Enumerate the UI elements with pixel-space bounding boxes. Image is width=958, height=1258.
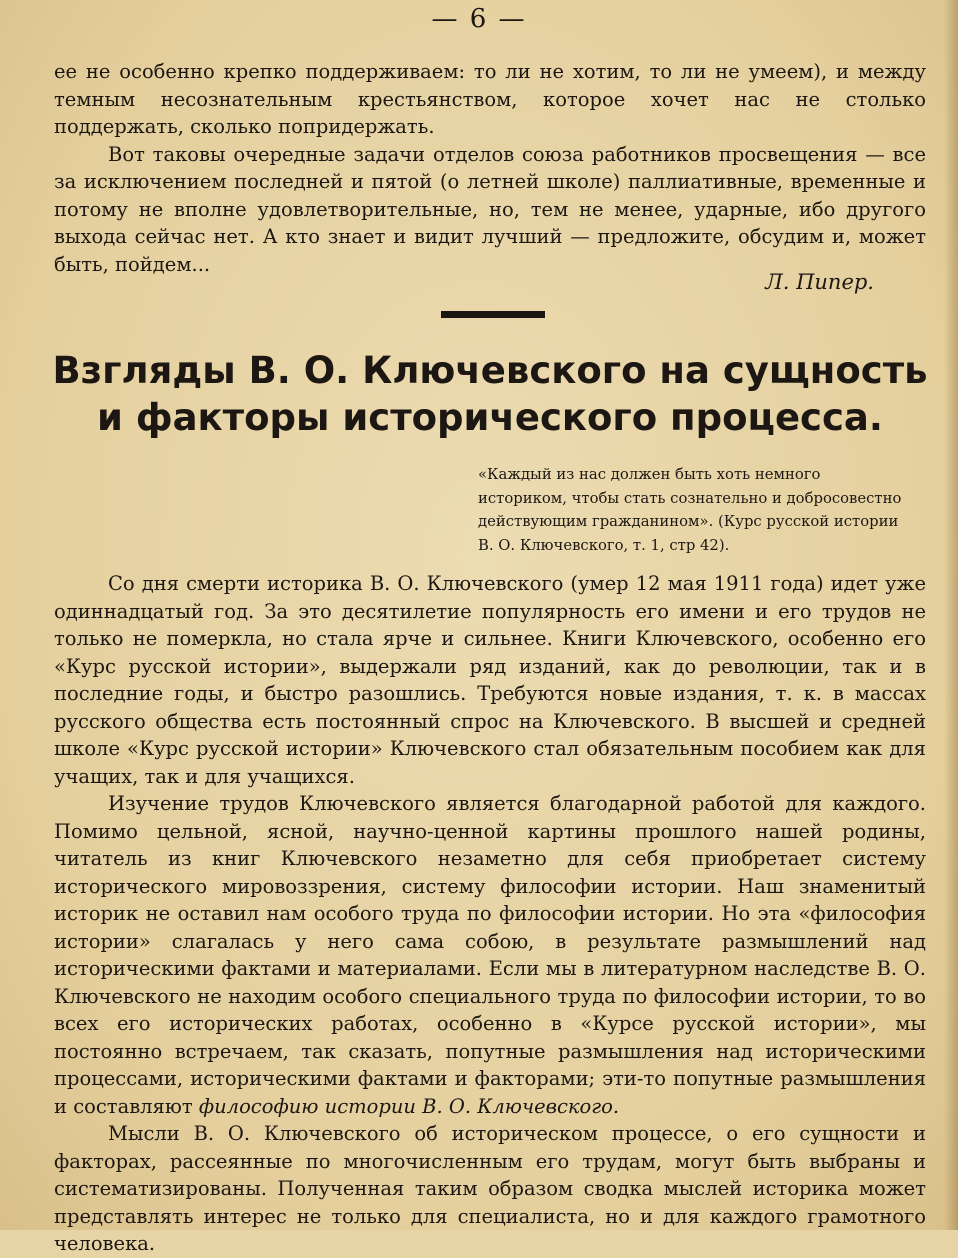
- article-paragraph-2-text: Изучение трудов Ключевского является благодарной работой для каждого. Помимо цельной, ясной, научно-ценной картины прошлого нашей родины, читатель из книг Ключевского незаметно для себя приобретает систему исторического мировоззрения, систему философии истории. Наш знаменитый историк не оставил нам особого труда по философии истории. Но эта «философия истории» слагалась у него сама собою, в результате размышлений над историческими фактами и материалами. Если мы в литературном наследстве В. О. Ключевского не находим особого специального труда по философии истории, то во всех его исторических работах, особенно в «Курсе русской истории», мы постоянно встречаем, так сказать, попутные размышления над историческими процессами, историческими фактами и факторами; эти-то попутные размышления и составляют: [54, 792, 926, 1118]
- previous-article-paragraph-2: Вот таковы очередные задачи отделов союза работников просвещения — все за исключением последней и пятой (о летней школе) паллиативные, временные и потому не вполне удовлетворительные, но, тем не менее, ударные, ибо другого выхода сейчас нет. А кто знает и видит лучший — предложите, обсудим и, может быть, пойдем...: [54, 142, 926, 276]
- page-edge-shadow: [944, 0, 958, 1230]
- article-paragraph-2: [54, 790, 926, 1120]
- article-paragraph-2-emphasis: философию истории В. О. Ключевского.: [198, 1094, 620, 1118]
- epigraph-line-4: В. О. Ключевского, т. 1, стр 42).: [478, 536, 730, 554]
- page-number: — 6 —: [431, 4, 527, 34]
- author-signature: Л. Пипер.: [765, 270, 874, 294]
- previous-article-paragraph-1: ее не особенно крепко поддерживаем: то ли не хотим, то ли не умеем), и между темным несознательным крестьянством, которое хочет нас не столько поддержать, сколько попридержать.: [54, 60, 926, 138]
- article-title-line-2: и факторы исторического процесса.: [97, 396, 883, 439]
- epigraph-line-1: «Каждый из нас должен быть хоть немного: [478, 466, 821, 483]
- article-body: [54, 570, 926, 1258]
- epigraph: [478, 463, 926, 557]
- article-title-line-1: Взгляды В. О. Ключевского на сущность: [52, 349, 928, 392]
- article-title: [40, 347, 940, 441]
- article-paragraph-3: Мысли В. О. Ключевского об историческом процессе, о его сущности и факторах, рассеянные по многочисленным его трудам, могут быть выбраны и систематизированы. Полученная таким образом сводка мыслей историка может представлять интерес не только для специалиста, но и для каждого грамотного человека.: [54, 1122, 926, 1255]
- section-divider: [441, 311, 545, 318]
- epigraph-line-2: историком, чтобы стать сознательно и добросовестно: [478, 489, 902, 507]
- previous-article-text: [54, 58, 926, 278]
- article-paragraph-1: Со дня смерти историка В. О. Ключевского (умер 12 мая 1911 года) идет уже одиннадцатый год. За это десятилетие популярность его имени и его трудов не только не померкла, но стала ярче и сильнее. Книги Ключевского, особенно его «Курс русской истории», выдержали ряд изданий, как до революции, так и в последние годы, и быстро разошлись. Требуются новые издания, т. к. в массах русского общества есть постоянный спрос на Ключевского. В высшей и средней школе «Курс русской истории» Ключевского стал обязательным пособием как для учащих, так и для учащихся.: [54, 572, 926, 788]
- epigraph-line-3: действующим гражданином». (Курс русской истории: [478, 513, 899, 530]
